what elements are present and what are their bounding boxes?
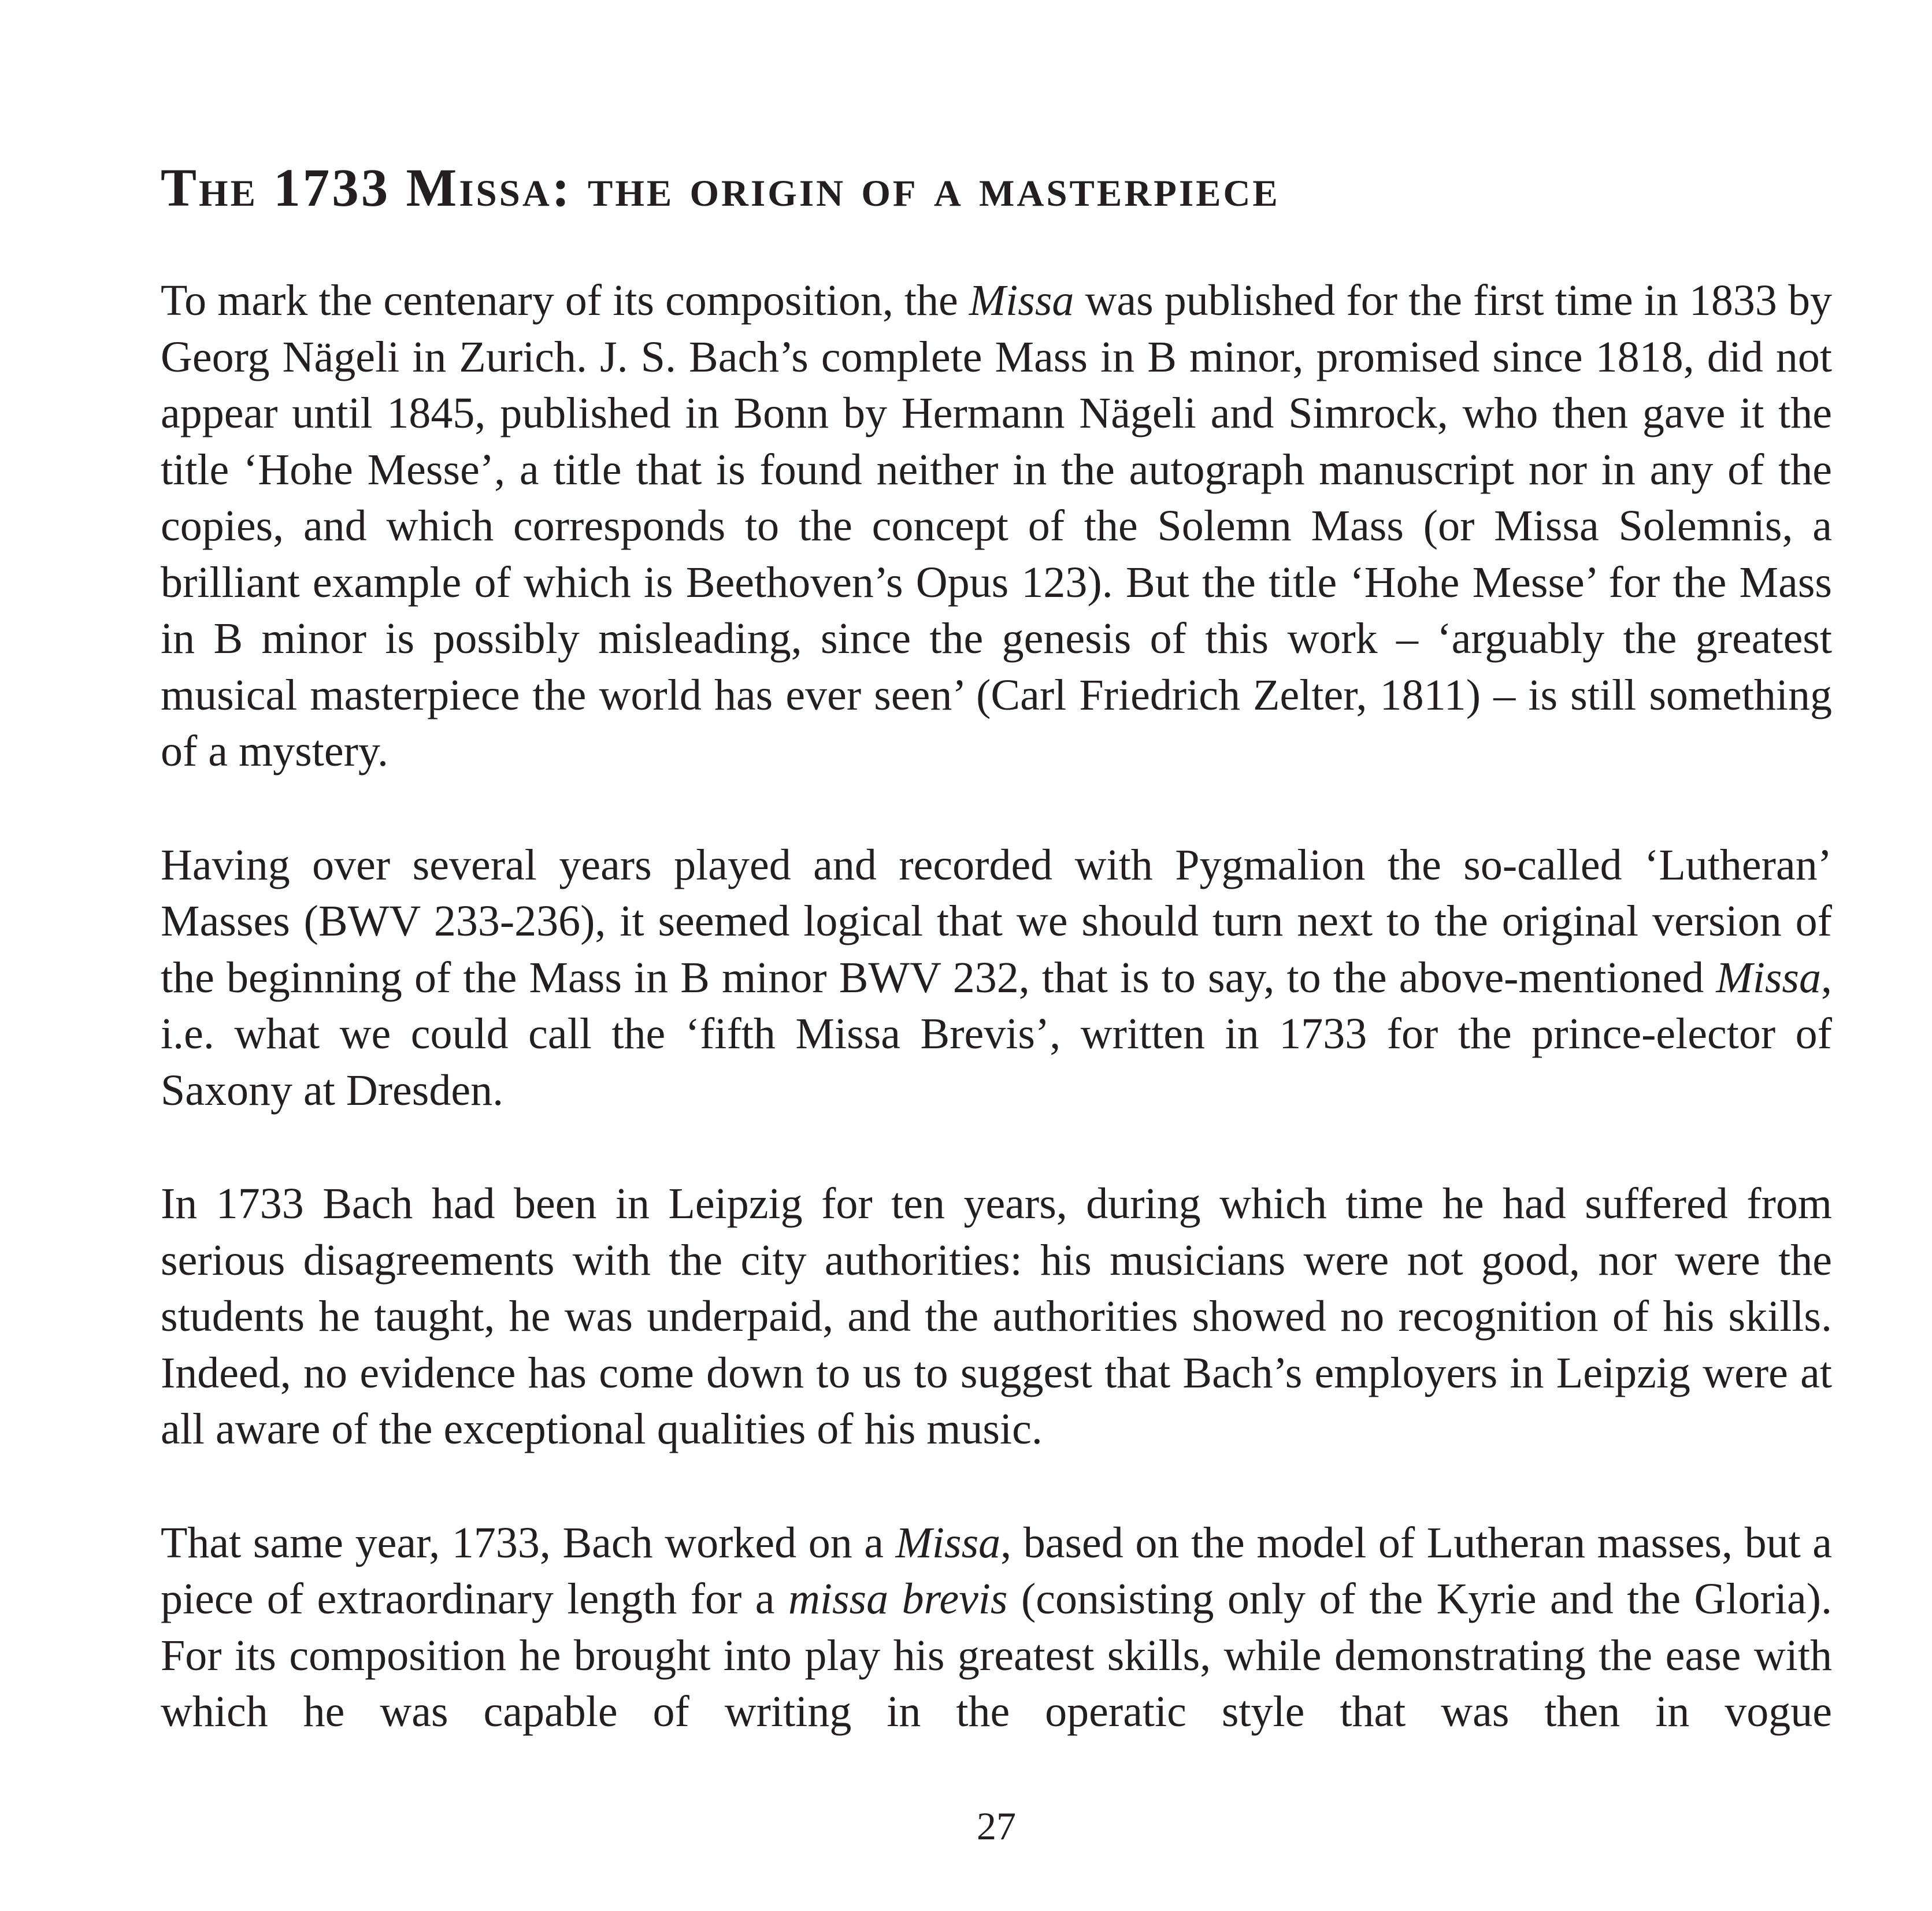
paragraph-2 [161, 837, 1832, 1119]
page-number: 27 [977, 1804, 1016, 1848]
document-page [161, 0, 1832, 1911]
paragraph-text: , i.e. what we could call the ‘fifth Missa Brevis’, written in 1733 for the prince-elector of Saxony at Dresden. [161, 953, 1832, 1115]
paragraph-text: was published for the first time in 1833 by Georg Nägeli in Zurich. J. S. Bach’s complete Mass in B minor, promised since 1818, did not appear until 1845, published in Bonn by Hermann Nägeli and Simrock, who then gave it the title ‘Hohe Messe’, a title that is found neither in the autograph manuscript nor in any of the copies, and which corresponds to the concept of the Solemn Mass (or Missa Solemnis, a brilliant example of which is Beethoven’s Opus 123). But the title ‘Hohe Messe’ for the Mass in B minor is possibly misleading, since the genesis of this work – ‘arguably the greatest musical masterpiece the world has ever seen’ (Carl Friedrich Zelter, 1811) – is still something of a mystery. [161, 276, 1832, 775]
paragraph-text: , based on the model of Lutheran masses, but a piece of extraordinary length for a [161, 1518, 1832, 1623]
paragraph-text: To mark the centenary of its composition, the [161, 276, 969, 325]
body-text [161, 273, 1832, 1741]
italic-title: Missa [1716, 953, 1821, 1002]
section-title: The 1733 Missa: the origin of a masterpiece [161, 158, 1280, 218]
paragraph-text: In 1733 Bach had been in Leipzig for ten years, during which time he had suffered from serious disagreements with the city authorities: his musicians were not good, nor were the students he taught, he was underpaid, and the authorities showed no recognition of his skills. Indeed, no evidence has come down to us to suggest that Bach’s employers in Leipzig were at all aware of the exceptional qualities of his music. [161, 1179, 1832, 1453]
paragraph-text: (consisting only of the Kyrie and the Gloria). For its composition he brought into play his greatest skills, while demonstrating the ease with which he was capable of writing in the operatic style that was then in vogue [161, 1575, 1832, 1736]
paragraph-text: Having over several years played and recorded with Pygmalion the so-called ‘Lutheran’ Masses (BWV 233-236), it seemed logical that we should turn next to the original version of the beginning of the Mass in B minor BWV 232, that is to say, to the above-mentioned [161, 840, 1832, 1002]
italic-title: Missa [895, 1518, 1001, 1567]
paragraph-1 [161, 273, 1832, 780]
paragraph-text: That same year, 1733, Bach worked on a [161, 1518, 896, 1567]
paragraph-4 [161, 1515, 1832, 1741]
italic-title: Missa [969, 276, 1074, 325]
paragraph-3 [161, 1176, 1832, 1458]
italic-title: missa brevis [788, 1575, 1008, 1623]
